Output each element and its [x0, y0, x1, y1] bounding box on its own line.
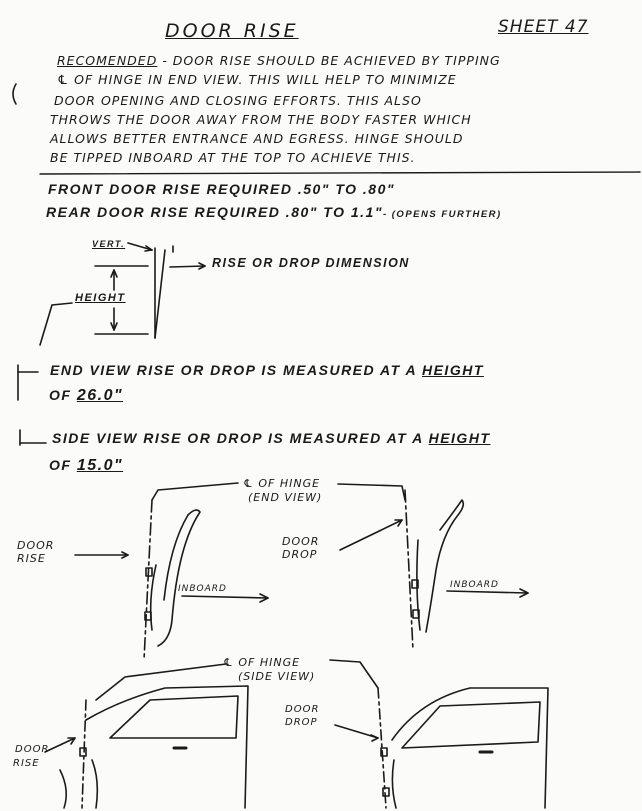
rear-door-requirement-text: REAR DOOR RISE REQUIRED .80" TO 1.1": [46, 204, 383, 220]
side-view-measure-text: SIDE VIEW RISE OR DROP IS MEASURED AT A: [52, 430, 424, 446]
door-rise-label-1: DOOR: [17, 539, 55, 552]
side-view-door-rise-drawing: [45, 664, 248, 808]
side-door-rise-label-2: RISE: [13, 758, 40, 769]
side-view-hinge-label-2: (SIDE VIEW): [238, 670, 316, 683]
vert-label: VERT.: [92, 239, 126, 249]
end-view-of: OF: [49, 387, 72, 403]
paragraph-line-4: THROWS THE DOOR AWAY FROM THE BODY FASTER WHICH: [50, 112, 472, 127]
paragraph-line-1-text: - DOOR RISE SHOULD BE ACHIEVED BY TIPPING: [157, 53, 501, 68]
end-view-door-rise-drawing: [75, 483, 268, 660]
side-view-hinge-label-1: ℄ OF HINGE: [223, 656, 301, 669]
door-drop-label-1: DOOR: [282, 535, 320, 548]
end-view-height-word: HEIGHT: [421, 362, 484, 378]
paragraph-line-3: DOOR OPENING AND CLOSING EFFORTS. THIS ALSO: [54, 93, 422, 108]
rise-or-drop-label: RISE OR DROP DIMENSION: [212, 256, 410, 270]
front-door-requirement: FRONT DOOR RISE REQUIRED .50" TO .80": [48, 181, 396, 197]
inboard-left-label: INBOARD: [178, 584, 227, 594]
inboard-right-label: INBOARD: [450, 580, 499, 590]
section-divider: [40, 172, 640, 174]
rear-door-note: - (OPENS FURTHER): [382, 209, 502, 220]
side-view-value: 15.0": [76, 457, 124, 474]
page-title: DOOR RISE: [165, 20, 299, 42]
end-view-measure-text: END VIEW RISE OR DROP IS MEASURED AT A: [50, 362, 417, 378]
paragraph-line-2: ℄ OF HINGE IN END VIEW. THIS WILL HELP TO MINIMIZE: [57, 72, 457, 87]
recommended-label: RECOMENDED: [57, 53, 158, 68]
end-view-door-drop-drawing: [338, 484, 528, 650]
door-rise-label-2: RISE: [17, 552, 46, 565]
side-view-of: OF: [49, 457, 72, 473]
paragraph-line-6: BE TIPPED INBOARD AT THE TOP TO ACHIEVE THIS.: [50, 150, 416, 165]
side-door-drop-label-2: DROP: [285, 717, 318, 728]
side-view-door-drop-drawing: [330, 660, 548, 808]
side-door-rise-label-1: DOOR: [15, 744, 50, 755]
side-view-height-word: HEIGHT: [428, 430, 491, 446]
height-label: HEIGHT: [75, 292, 126, 304]
end-view-value: 26.0": [76, 387, 124, 404]
margin-bracket: [13, 84, 16, 104]
side-door-drop-label-1: DOOR: [285, 704, 320, 715]
door-drop-label-2: DROP: [282, 548, 318, 561]
paragraph-line-5: ALLOWS BETTER ENTRANCE AND EGRESS. HINGE SHOULD: [50, 131, 464, 146]
end-view-hinge-label-2: (END VIEW): [248, 491, 323, 504]
end-view-hinge-label-1: ℄ OF HINGE: [243, 477, 321, 490]
sheet-number: SHEET 47: [498, 17, 589, 37]
dimension-diagram: [18, 243, 205, 445]
